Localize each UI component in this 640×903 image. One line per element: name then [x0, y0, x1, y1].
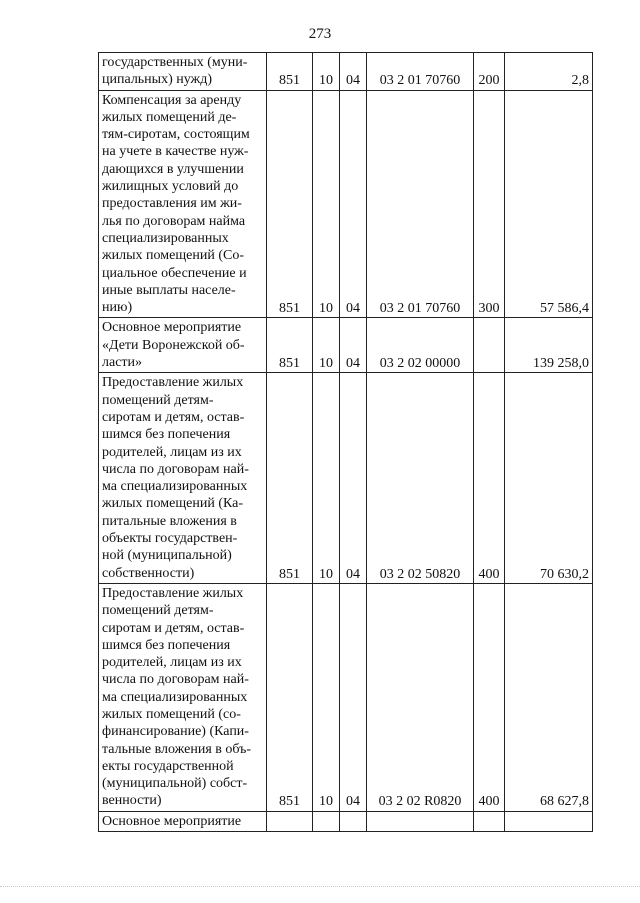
section-code: [313, 811, 340, 831]
table-row: [99, 90, 593, 318]
target-article-code: 03 2 01 70760: [367, 53, 474, 91]
subsection-code: 04: [340, 373, 367, 584]
expense-type-code: 300: [474, 90, 505, 318]
table-row: [99, 53, 593, 91]
target-article-code: 03 2 02 50820: [367, 373, 474, 584]
table-row: [99, 318, 593, 373]
grbs-code: [267, 811, 313, 831]
target-article-code: 03 2 01 70760: [367, 90, 474, 318]
amount: 57 586,4: [505, 90, 593, 318]
expense-name: Предоставление жилых помещений детям- сиротам и детям, остав- шимся без попечения родителей, лицам из их числа по договорам най- ма специализированных жилых помещений (Ка- питальные вложения в объекты государствен- ной (муниципальной) собственности): [99, 373, 267, 584]
subsection-code: 04: [340, 90, 367, 318]
amount: 2,8: [505, 53, 593, 91]
expense-type-code: [474, 811, 505, 831]
budget-table: [98, 52, 593, 832]
grbs-code: 851: [267, 90, 313, 318]
section-code: 10: [313, 318, 340, 373]
section-code: 10: [313, 373, 340, 584]
expense-name: Основное мероприятие: [99, 811, 267, 831]
target-article-code: [367, 811, 474, 831]
subsection-code: 04: [340, 53, 367, 91]
grbs-code: 851: [267, 318, 313, 373]
grbs-code: 851: [267, 373, 313, 584]
amount: [505, 811, 593, 831]
amount: 139 258,0: [505, 318, 593, 373]
table-row: [99, 583, 593, 811]
grbs-code: 851: [267, 583, 313, 811]
expense-name: Предоставление жилых помещений детям- сиротам и детям, остав- шимся без попечения родителей, лицам из их числа по договорам най- ма специализированных жилых помещений (со- финансирование) (Капи- тальные вложения в объ- екты государственной (муниципальной) собст- венности): [99, 583, 267, 811]
target-article-code: 03 2 02 R0820: [367, 583, 474, 811]
amount: 68 627,8: [505, 583, 593, 811]
expense-name: государственных (муни- ципальных) нужд): [99, 53, 267, 91]
grbs-code: 851: [267, 53, 313, 91]
target-article-code: 03 2 02 00000: [367, 318, 474, 373]
subsection-code: 04: [340, 583, 367, 811]
subsection-code: [340, 811, 367, 831]
amount: 70 630,2: [505, 373, 593, 584]
expense-type-code: 400: [474, 373, 505, 584]
subsection-code: 04: [340, 318, 367, 373]
table-row: [99, 811, 593, 831]
section-code: 10: [313, 583, 340, 811]
expense-name: Основное мероприятие «Дети Воронежской об- ласти»: [99, 318, 267, 373]
expense-type-code: [474, 318, 505, 373]
expense-type-code: 400: [474, 583, 505, 811]
page-number: 273: [308, 26, 332, 42]
table-row: [99, 373, 593, 584]
section-code: 10: [313, 90, 340, 318]
section-code: 10: [313, 53, 340, 91]
expense-type-code: 200: [474, 53, 505, 91]
scan-artifact-line: [0, 886, 640, 887]
expense-name: Компенсация за аренду жилых помещений де- тям-сиротам, состоящим на учете в качестве нуж- дающихся в улучшении жилищных условий до предоставления им жи- лья по договорам найма специализированных жилых помещений (Со- циальное обеспечение и иные выплаты населе- нию): [99, 90, 267, 318]
